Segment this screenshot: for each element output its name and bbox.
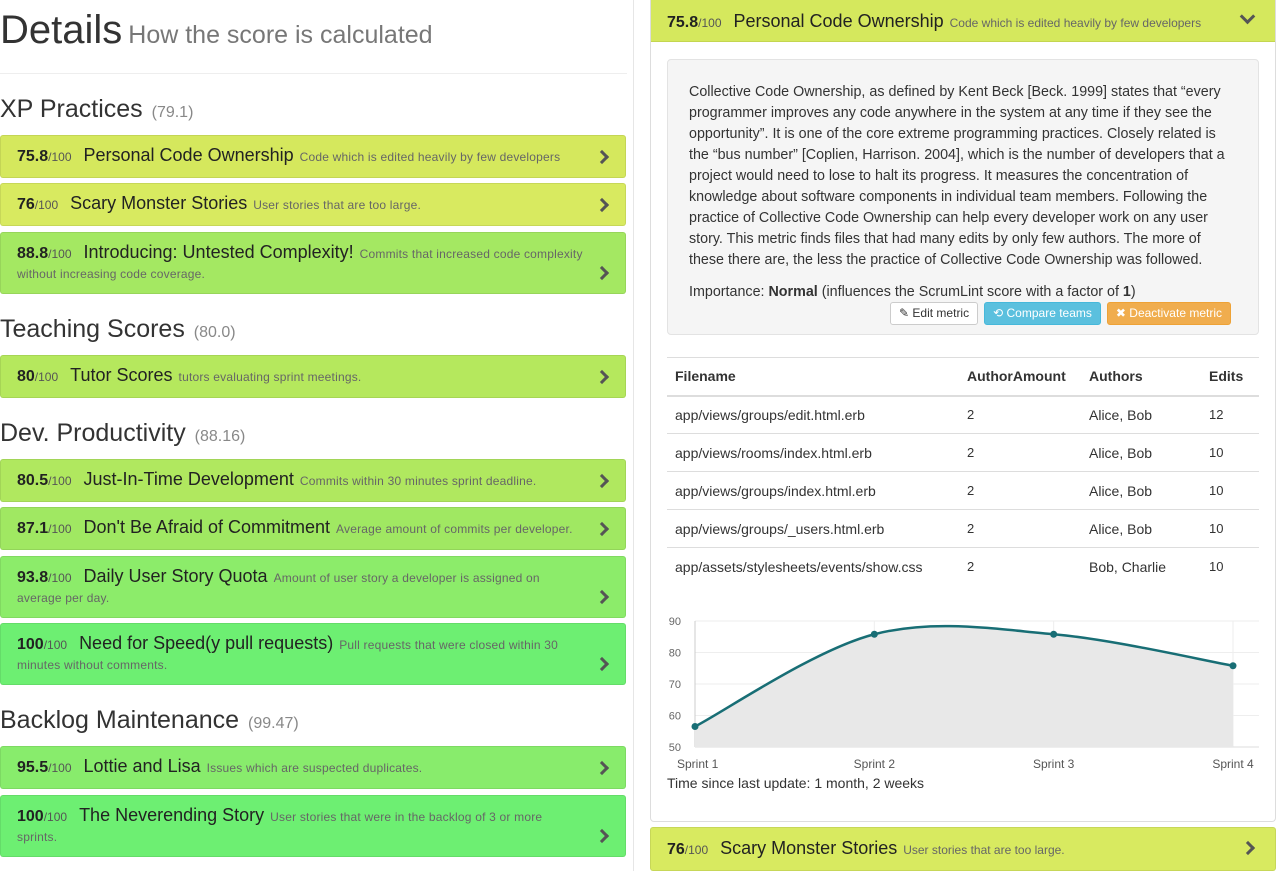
metric-name: Tutor Scores [70, 365, 173, 385]
y-tick-label: 70 [668, 679, 681, 691]
metric-importance: Importance: Normal (influences the ScrumLint score with a factor of 1) [689, 284, 1136, 300]
cell-filename: app/views/groups/_users.html.erb [667, 510, 959, 548]
metric-score: 76 [17, 196, 35, 213]
y-tick-label: 80 [668, 647, 681, 660]
data-point [1230, 662, 1237, 669]
metric-description: Average amount of commits per developer. [336, 522, 573, 536]
cell-edits: 10 [1201, 434, 1259, 472]
edit-metric-button[interactable]: ✎ Edit metric [890, 302, 978, 325]
metric-description: User stories that are too large. [253, 198, 422, 212]
page-title: Details How the score is calculated [0, 8, 433, 52]
metric-description: User stories that were in the backlog of 3 or more sprints. [17, 810, 543, 844]
column-header-edits[interactable]: Edits [1201, 358, 1259, 396]
cell-authors: Alice, Bob [1081, 472, 1201, 510]
y-tick-label: 60 [668, 710, 681, 723]
compare-teams-button[interactable]: ⟲ Compare teams [984, 302, 1101, 325]
metric-name: Lottie and Lisa [83, 756, 201, 776]
data-point [1050, 631, 1057, 638]
chevron-right-icon[interactable] [595, 266, 609, 280]
metric-name: Daily User Story Quota [83, 566, 268, 586]
cell-authors: Alice, Bob [1081, 434, 1201, 472]
deactivate-metric-button[interactable]: ✖ Deactivate metric [1107, 302, 1231, 325]
metric-history-chart [651, 610, 1275, 775]
metric-description: Commits within 30 minutes sprint deadline. [299, 474, 537, 488]
metric-description: Amount of user story a developer is assigned on average per day. [17, 571, 540, 605]
chevron-right-icon[interactable] [595, 474, 609, 488]
metric-score: 95.5 [17, 759, 49, 776]
metric-score: 75.8 [17, 148, 49, 165]
metric-score: 87.1 [17, 520, 49, 537]
chevron-right-icon[interactable] [595, 370, 609, 384]
table-row [667, 510, 1259, 548]
metric-score: 75.8 [667, 14, 699, 31]
data-point [871, 631, 878, 638]
files-table [667, 357, 1259, 586]
table-row [667, 548, 1259, 586]
metric-need-for-speed[interactable]: 100/100 Need for Speed(y pull requests) Pull requests that were closed within 30 minutes without comments. [0, 623, 626, 685]
metric-detail-panel [650, 0, 1276, 822]
cell-authors: Alice, Bob [1081, 510, 1201, 548]
metric-name: Don't Be Afraid of Commitment [83, 517, 331, 537]
metric-long-description: Collective Code Ownership, as defined by Kent Beck [Beck. 1999] states that “every programmer improves any code anywhere in the system at any time if they see the opportunity”. It is one of the core extreme programming practices. Closely related is the “bus number” [Coplien, Harrison. 2004], which is the number of developers that a project would need to lose to halt its progress. It measures the concentration of knowledge about software components in individual team members. Following the practice of Collective Code Ownership can help every developer work on any user story. This metric finds files that had many edits by only few authors. The more of these there are, the less the practice of Collective Code Ownership was followed. [689, 84, 1225, 268]
data-point [692, 723, 699, 730]
cell-authoramount: 2 [959, 472, 1081, 510]
chevron-right-icon[interactable] [595, 522, 609, 536]
x-tick-label: Sprint 3 [1032, 757, 1075, 771]
metric-personal-code-ownership[interactable]: 75.8/100 Personal Code Ownership Code which is edited heavily by few developers [0, 135, 626, 178]
page-subtitle: How the score is calculated [128, 21, 433, 49]
column-header-filename[interactable]: Filename [667, 358, 959, 396]
cell-authors: Alice, Bob [1089, 406, 1153, 423]
section-title-dev-productivity: Dev. Productivity (88.16) [0, 419, 246, 447]
cell-authoramount: 2 [967, 407, 975, 423]
metric-name: Scary Monster Stories [70, 193, 248, 213]
metric-description: Code which is edited heavily by few developers [299, 150, 561, 164]
y-tick-label: 90 [668, 616, 681, 628]
page-header [0, 0, 627, 74]
chevron-right-icon[interactable] [595, 761, 609, 775]
cell-edits: 10 [1201, 472, 1259, 510]
close-icon: ✖ [1115, 306, 1126, 320]
metric-lottie-and-lisa[interactable]: 95.5/100 Lottie and Lisa Issues which are suspected duplicates. [0, 746, 626, 789]
section-title-teaching-scores: Teaching Scores (80.0) [0, 315, 236, 343]
table-row [667, 396, 1259, 434]
metric-commitment[interactable]: 87.1/100 Don't Be Afraid of Commitment Average amount of commits per developer. [0, 507, 626, 550]
metric-description: Commits that increased code complexity without increasing code coverage. [17, 247, 583, 281]
x-tick-label: Sprint 1 [677, 757, 719, 771]
metric-score: 76 [667, 841, 685, 858]
metric-description: Code which is edited heavily by few developers [949, 16, 1202, 30]
metric-tutor-scores[interactable]: 80/100 Tutor Scores tutors evaluating sprint meetings. [0, 355, 626, 398]
metric-score: 88.8 [17, 245, 49, 262]
x-tick-label: Sprint 4 [1212, 757, 1254, 771]
metrics-overview [0, 0, 627, 844]
cell-edits: 12 [1209, 407, 1224, 423]
column-header-authoramount[interactable]: AuthorAmount [959, 358, 1081, 396]
metric-neverending-story[interactable]: 100/100 The Neverending Story User stories that were in the backlog of 3 or more sprints. [0, 795, 626, 857]
cell-edits: 10 [1201, 510, 1259, 548]
area-fill [695, 626, 1233, 747]
cell-authoramount: 2 [959, 510, 1081, 548]
table-header-row [667, 358, 1259, 396]
pencil-icon: ✎ [899, 306, 910, 320]
column-divider [633, 0, 634, 871]
metric-name: Personal Code Ownership [83, 145, 294, 165]
y-tick-label: 50 [668, 742, 681, 754]
metric-name: Just-In-Time Development [83, 469, 294, 489]
metric-name: Scary Monster Stories [720, 838, 898, 858]
chevron-right-icon[interactable] [595, 657, 609, 671]
x-tick-label: Sprint 2 [853, 757, 896, 771]
cell-filename: app/assets/stylesheets/events/show.css [667, 548, 959, 586]
metric-description: User stories that are too large. [903, 843, 1065, 857]
cell-filename: app/views/rooms/index.html.erb [667, 434, 959, 472]
metric-description: tutors evaluating sprint meetings. [178, 370, 362, 384]
cell-authoramount: 2 [959, 434, 1081, 472]
column-header-authors[interactable]: Authors [1081, 358, 1201, 396]
metric-scary-monster-stories[interactable]: 76/100 Scary Monster Stories User stories that are too large. [0, 183, 626, 226]
metric-name: Introducing: Untested Complexity! [83, 242, 354, 262]
metric-scary-monster-stories-collapsed[interactable]: 76/100 Scary Monster Stories User stories that are too large. [650, 827, 1276, 871]
metric-description: Issues which are suspected duplicates. [206, 761, 423, 775]
last-update-text: Time since last update: 1 month, 2 weeks [667, 775, 925, 791]
cell-authoramount: 2 [959, 548, 1081, 586]
metric-description-well [667, 59, 1259, 335]
section-title-xp-practices: XP Practices (79.1) [0, 95, 194, 123]
metric-score: 80 [17, 368, 35, 385]
metric-action-buttons [890, 302, 1231, 325]
metric-score: 80.5 [17, 472, 49, 489]
metric-just-in-time-development[interactable]: 80.5/100 Just-In-Time Development Commits within 30 minutes sprint deadline. [0, 459, 626, 502]
table-row [667, 472, 1259, 510]
section-title-backlog-maintenance: Backlog Maintenance (99.47) [0, 706, 299, 734]
chevron-right-icon[interactable] [595, 150, 609, 164]
metric-name: The Neverending Story [79, 805, 265, 825]
metric-score: 93.8 [17, 569, 49, 586]
chevron-right-icon[interactable] [595, 829, 609, 843]
cell-authors: Bob, Charlie [1081, 548, 1201, 586]
chevron-right-icon[interactable] [1241, 841, 1255, 855]
metric-score: 100 [17, 636, 44, 653]
table-row [667, 434, 1259, 472]
chevron-right-icon[interactable] [595, 590, 609, 604]
cell-filename: app/views/groups/index.html.erb [667, 472, 959, 510]
metric-daily-user-story-quota[interactable]: 93.8/100 Daily User Story Quota Amount of user story a developer is assigned on average per day. [0, 556, 626, 618]
cell-edits: 10 [1201, 548, 1259, 586]
metric-description: Pull requests that were closed within 30 minutes without comments. [17, 638, 558, 672]
chevron-down-icon[interactable] [1240, 9, 1256, 25]
chevron-right-icon[interactable] [595, 198, 609, 212]
metric-name: Personal Code Ownership [733, 11, 944, 31]
metric-score: 100 [17, 808, 44, 825]
refresh-icon: ⟲ [993, 306, 1004, 320]
metric-untested-complexity[interactable]: 88.8/100 Introducing: Untested Complexity! Commits that increased code complexity without increasing code coverage. [0, 232, 626, 294]
metric-name: Need for Speed(y pull requests) [79, 633, 334, 653]
detail-panel-header[interactable]: 75.8/100 Personal Code Ownership Code which is edited heavily by few developers [651, 0, 1275, 42]
cell-filename: app/views/groups/edit.html.erb [675, 406, 865, 423]
